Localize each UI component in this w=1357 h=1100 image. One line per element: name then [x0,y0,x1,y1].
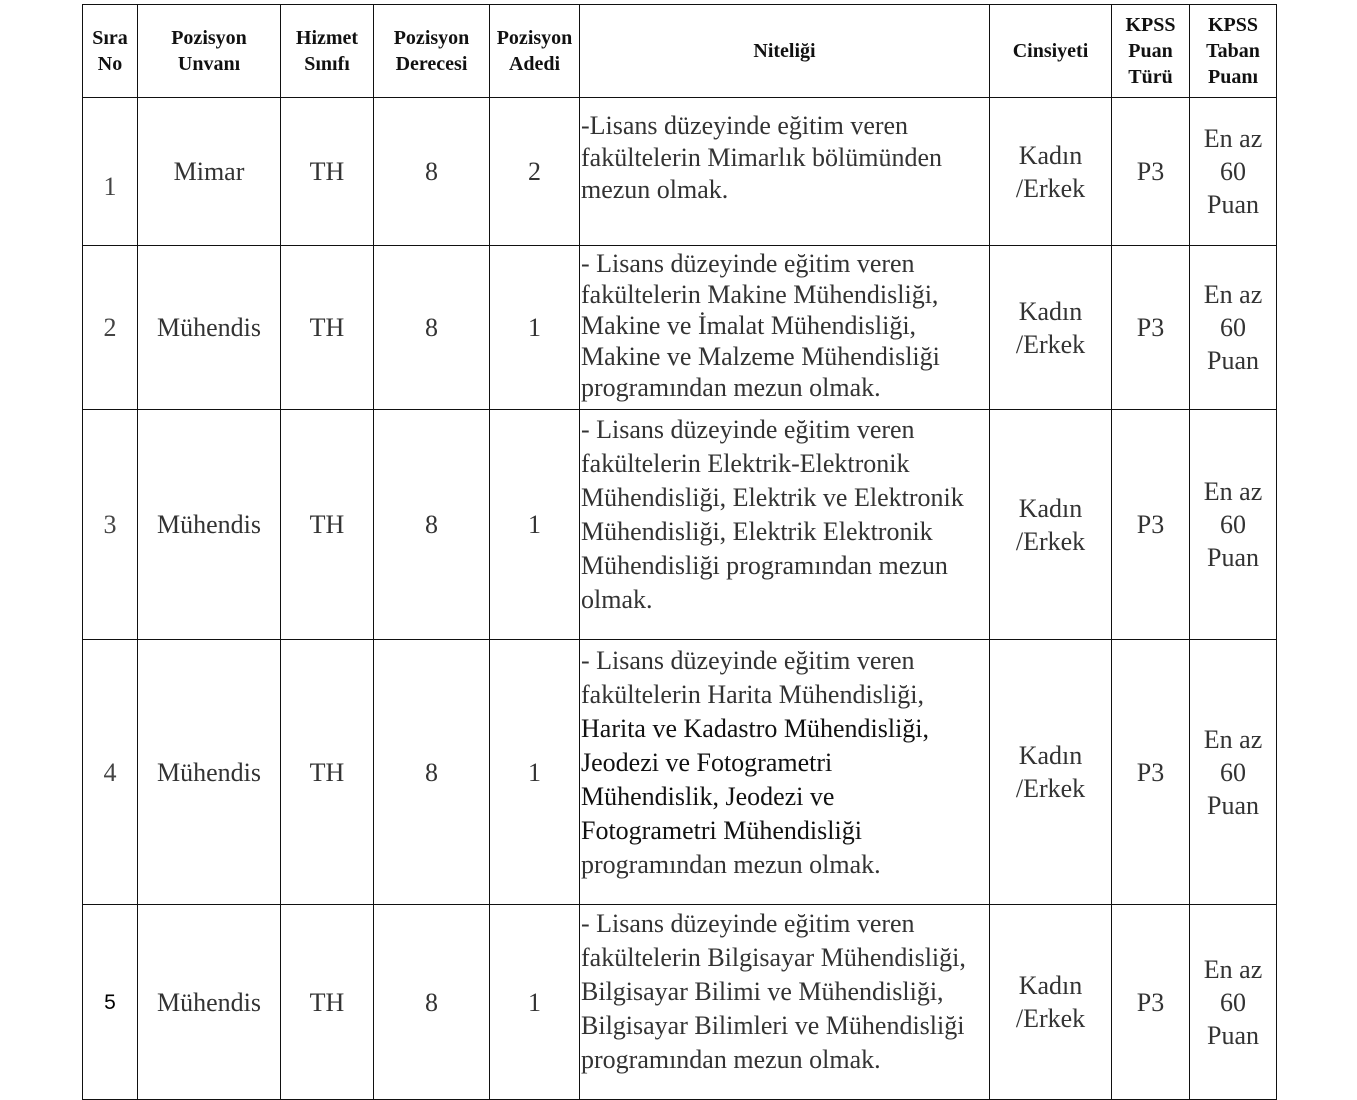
kpss-puan-turu-cell: P3 [1112,905,1190,1100]
pozisyon-derecesi-cell: 8 [374,410,490,640]
cinsiyeti-cell: Kadın /Erkek [990,98,1112,246]
hizmet-sinifi-cell: TH [281,246,374,410]
kpss-taban-puani-cell: En az 60 Puan [1190,98,1277,246]
pozisyon-adedi-cell: 1 [490,640,580,905]
niteligi-cell: -Lisans düzeyinde eğitim veren fakültelerin Mimarlık bölümünden mezun olmak. [580,98,990,246]
kpss-taban-puani-cell: En az 60 Puan [1190,410,1277,640]
pozisyon-adedi-cell: 1 [490,905,580,1100]
pozisyon-derecesi-cell: 8 [374,246,490,410]
pozisyon-adedi-cell: 1 [490,246,580,410]
pozisyon-adedi-cell: 2 [490,98,580,246]
kpss-taban-puani-cell: En az 60 Puan [1190,246,1277,410]
cinsiyeti-cell: Kadın /Erkek [990,410,1112,640]
hizmet-sinifi-cell: TH [281,905,374,1100]
header-pozisyon-derecesi: Pozisyon Derecesi [374,5,490,98]
hizmet-sinifi-cell: TH [281,410,374,640]
pozisyon-unvani-cell: Mimar [138,98,281,246]
cinsiyeti-cell: Kadın /Erkek [990,640,1112,905]
table-row [83,640,1277,905]
pozisyon-unvani-cell: Mühendis [138,246,281,410]
sira-no-cell: 4 [83,640,138,905]
sira-no-cell: 2 [83,246,138,410]
header-kpss-puan-turu: KPSS Puan Türü [1112,5,1190,98]
header-row [83,5,1277,98]
table-row [83,905,1277,1100]
header-cinsiyeti: Cinsiyeti [990,5,1112,98]
kpss-puan-turu-cell: P3 [1112,246,1190,410]
cinsiyeti-cell: Kadın /Erkek [990,246,1112,410]
pozisyon-derecesi-cell: 8 [374,905,490,1100]
header-pozisyon-adedi: Pozisyon Adedi [490,5,580,98]
pozisyon-unvani-cell: Mühendis [138,640,281,905]
kpss-puan-turu-cell: P3 [1112,640,1190,905]
pozisyon-derecesi-cell: 8 [374,98,490,246]
table-row [83,98,1277,246]
sira-no-cell: 3 [83,410,138,640]
header-pozisyon-unvani: Pozisyon Unvanı [138,5,281,98]
kpss-puan-turu-cell: P3 [1112,410,1190,640]
positions-table [82,4,1277,1100]
hizmet-sinifi-cell: TH [281,98,374,246]
pozisyon-derecesi-cell: 8 [374,640,490,905]
header-niteligi: Niteliği [580,5,990,98]
pozisyon-unvani-cell: Mühendis [138,410,281,640]
header-hizmet-sinifi: Hizmet Sınıfı [281,5,374,98]
pozisyon-unvani-cell: Mühendis [138,905,281,1100]
cinsiyeti-cell: Kadın /Erkek [990,905,1112,1100]
sira-no-cell: 1 [83,98,138,246]
niteligi-cell: - Lisans düzeyinde eğitim veren fakültelerin Elektrik-Elektronik Mühendisliği, Elektrik ve Elektronik Mühendisliği, Elektrik Elektronik Mühendisliği programından mezun olmak. [580,410,990,640]
header-kpss-taban-puani: KPSS Taban Puanı [1190,5,1277,98]
niteligi-cell: - Lisans düzeyinde eğitim veren fakültelerin Harita Mühendisliği, Harita ve Kadastro Mühendisliği, Jeodezi ve Fotogrametri Mühendislik, Jeodezi ve Fotogrametri Mühendisliği programından mezun olmak. [580,640,990,905]
sira-no-cell: 5 [83,905,138,1100]
table-row [83,410,1277,640]
kpss-taban-puani-cell: En az 60 Puan [1190,640,1277,905]
niteligi-cell: - Lisans düzeyinde eğitim veren fakültelerin Bilgisayar Mühendisliği, Bilgisayar Bilimi ve Mühendisliği, Bilgisayar Bilimleri ve Mühendisliği programından mezun olmak. [580,905,990,1100]
hizmet-sinifi-cell: TH [281,640,374,905]
pozisyon-adedi-cell: 1 [490,410,580,640]
kpss-puan-turu-cell: P3 [1112,98,1190,246]
niteligi-cell: - Lisans düzeyinde eğitim veren fakültelerin Makine Mühendisliği, Makine ve İmalat Mühendisliği, Makine ve Malzeme Mühendisliği programından mezun olmak. [580,246,990,410]
kpss-taban-puani-cell: En az 60 Puan [1190,905,1277,1100]
header-sira-no: Sıra No [83,5,138,98]
table-row [83,246,1277,410]
